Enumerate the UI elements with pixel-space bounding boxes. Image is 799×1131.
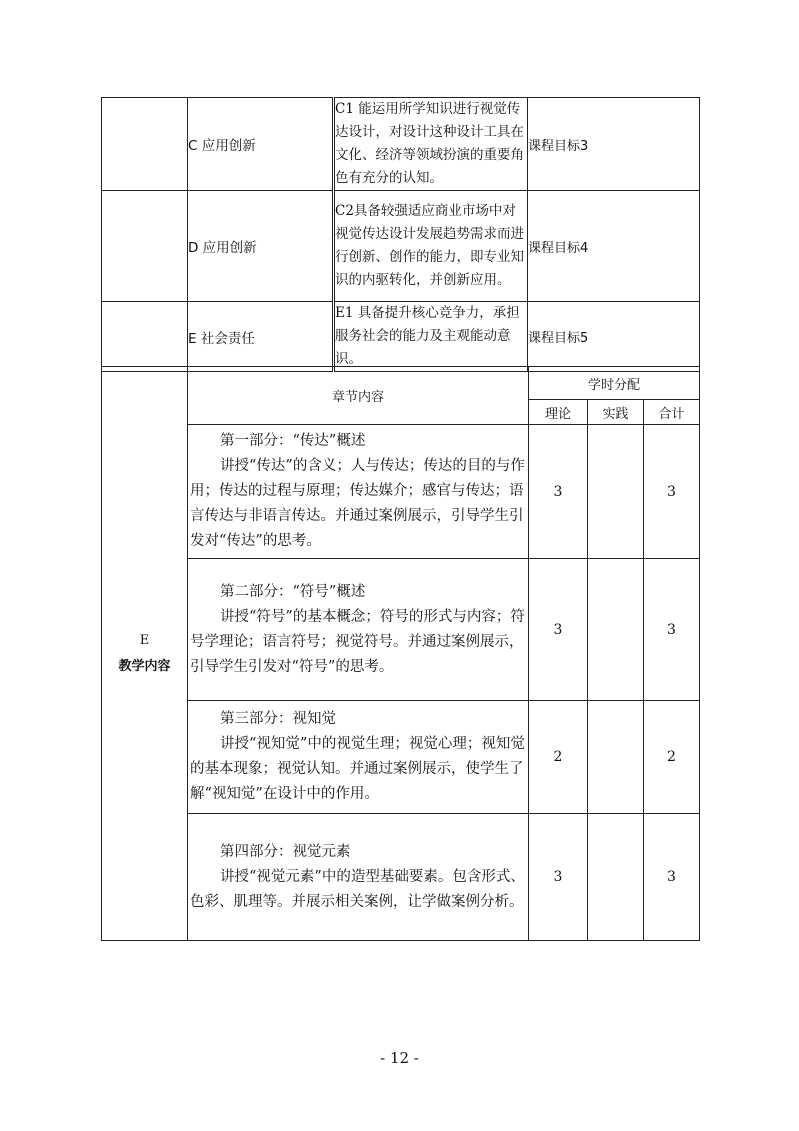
section-title: 教学内容 xyxy=(118,658,171,674)
goal-cell: 课程目标4 xyxy=(528,191,700,302)
section-label-cell xyxy=(102,367,188,941)
table-row xyxy=(102,814,700,941)
indicator-cell: C1 能运用所学知识进行视觉传达设计，对设计这种设计工具在文化、经济等领域扮演的重要角色有充分的认知。 xyxy=(334,98,528,191)
chapter-title: 第二部分：“符号”概述 xyxy=(220,583,366,600)
chapter-title: 第一部分：“传达”概述 xyxy=(220,433,366,449)
chapter-body: 讲授“符号”的基本概念；符号的形式与内容；符号学理论；语言符号；视觉符号。并通过案例展示，引导学生引发对“符号”的思考。 xyxy=(190,608,525,675)
chapter-content-cell xyxy=(188,425,529,559)
teaching-content-table xyxy=(101,366,700,941)
theory-header: 理论 xyxy=(529,400,588,425)
requirement-cell: C 应用创新 xyxy=(188,98,334,191)
chapter-content-cell xyxy=(188,559,529,701)
blank-cell xyxy=(102,302,188,372)
theory-hours: 2 xyxy=(529,701,588,814)
table-row xyxy=(102,302,700,372)
indicator-cell: C2具备较强适应商业市场中对视觉传达设计发展趋势需求而进行创新、创作的能力，即专业知识的内驱转化，并创新应用。 xyxy=(334,191,528,302)
requirement-cell: D 应用创新 xyxy=(188,191,334,302)
page-number: - 12 - xyxy=(380,1049,419,1067)
table-row xyxy=(102,98,700,191)
chapter-content-header: 章节内容 xyxy=(188,367,529,425)
goal-cell: 课程目标3 xyxy=(528,98,700,191)
chapter-body: 讲授“传达”的含义；人与传达；传达的目的与作用；传达的过程与原理；传达媒介；感官与传达；语言传达与非语言传达。并通过案例展示，引导学生引发对“传达”的思考。 xyxy=(190,458,525,549)
theory-hours: 3 xyxy=(529,814,588,941)
table-row xyxy=(102,559,700,701)
total-hours: 3 xyxy=(644,814,700,941)
practice-hours xyxy=(588,814,644,941)
total-header: 合计 xyxy=(644,400,700,425)
chapter-title: 第四部分：视觉元素 xyxy=(220,843,351,860)
practice-hours xyxy=(588,425,644,559)
chapter-title: 第三部分：视知觉 xyxy=(220,711,336,727)
total-hours: 3 xyxy=(644,559,700,701)
indicator-cell: E1 具备提升核心竞争力，承担服务社会的能力及主观能动意识。 xyxy=(334,302,528,372)
requirement-cell: E 社会责任 xyxy=(188,302,334,372)
chapter-content-cell xyxy=(188,701,529,814)
table-row xyxy=(102,425,700,559)
blank-cell xyxy=(102,98,188,191)
section-letter: E xyxy=(139,632,150,648)
table-row xyxy=(102,191,700,302)
theory-hours: 3 xyxy=(529,559,588,701)
table-row xyxy=(102,701,700,814)
total-hours: 2 xyxy=(644,701,700,814)
theory-hours: 3 xyxy=(529,425,588,559)
practice-header: 实践 xyxy=(588,400,644,425)
practice-hours xyxy=(588,559,644,701)
total-hours: 3 xyxy=(644,425,700,559)
practice-hours xyxy=(588,701,644,814)
goal-cell: 课程目标5 xyxy=(528,302,700,372)
chapter-body: 讲授“视知觉”中的视觉生理；视觉心理；视知觉的基本现象；视觉认知。并通过案例展示，使学生了解“视知觉”在设计中的作用。 xyxy=(190,736,525,802)
chapter-content-cell xyxy=(188,814,529,941)
header-row xyxy=(102,367,700,400)
chapter-body: 讲授“视觉元素”中的造型基础要素。包含形式、色彩、肌理等。并展示相关案例，让学做案例分析。 xyxy=(190,868,525,910)
objectives-table xyxy=(101,97,700,372)
hours-allocation-header: 学时分配 xyxy=(529,367,700,400)
blank-cell xyxy=(102,191,188,302)
